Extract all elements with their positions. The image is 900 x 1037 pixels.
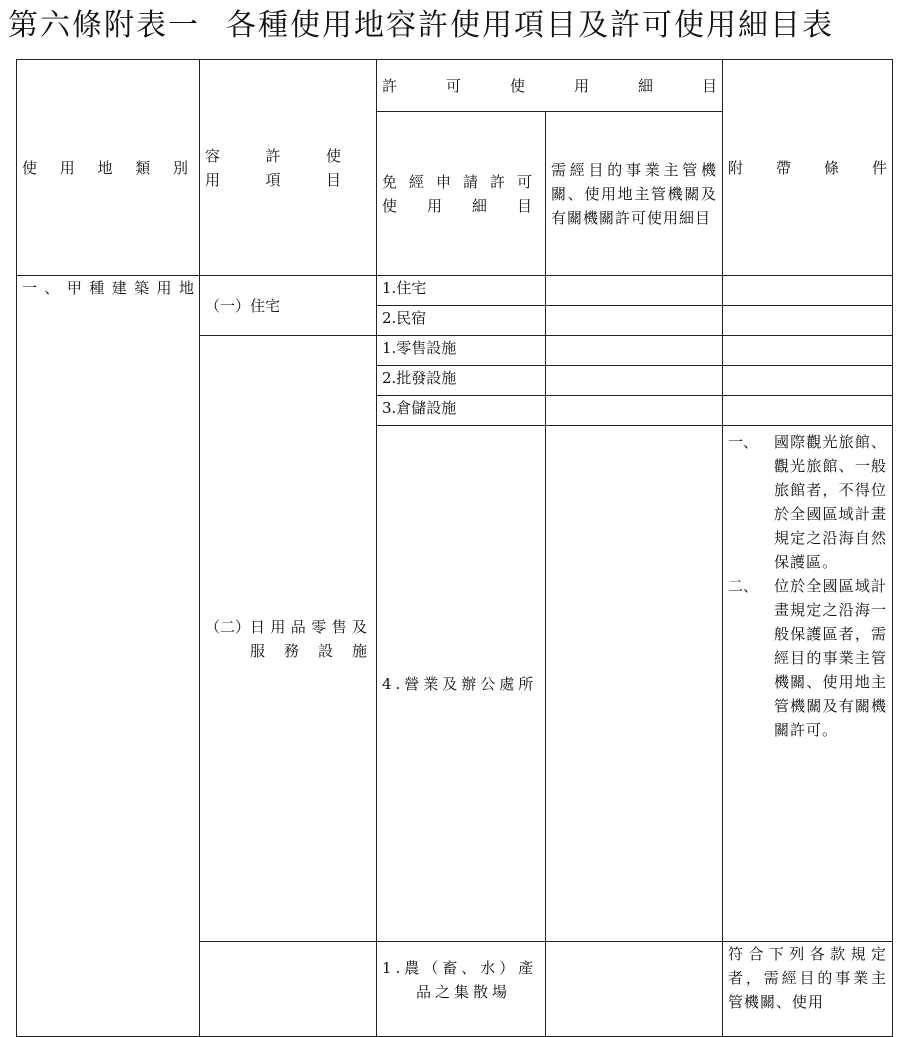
- document-title: [8, 6, 834, 46]
- approval-cell: [546, 366, 723, 396]
- header-conditions: 附帶條件: [723, 60, 893, 276]
- condition-cell: 符合下列各款規定者，需經目的事業主管機關、使用: [723, 942, 893, 1037]
- condition-cell: [723, 276, 893, 306]
- detail-cell: 1.住宅: [377, 276, 546, 306]
- land-type-cell: 一、甲種建築用地: [17, 276, 200, 1037]
- title-part-1: 第六條附表一: [8, 8, 200, 43]
- condition-cell: [723, 366, 893, 396]
- detail-cell: 3.倉儲設施: [377, 396, 546, 426]
- condition-list: [728, 430, 887, 742]
- condition-item: 二、 位於全國區域計畫規定之沿海一般保護區者，需經目的事業主管機關、使用地主管機關及有關機關許可。: [728, 577, 888, 739]
- detail-cell: 4.營業及辦公處所: [377, 426, 546, 942]
- item-cell-next: [200, 942, 377, 1037]
- header-approval-detail: 需經目的事業主管機關、使用地主管機關及有關機關許可使用細目: [546, 112, 723, 276]
- detail-cell: 1.零售設施: [377, 336, 546, 366]
- condition-cell: [723, 426, 893, 942]
- detail-cell: 2.批發設施: [377, 366, 546, 396]
- detail-cell: 2.民宿: [377, 306, 546, 336]
- title-part-2: 各種使用地容許使用項目及許可使用細目表: [226, 8, 834, 43]
- approval-cell: [546, 276, 723, 306]
- approval-cell: [546, 396, 723, 426]
- item-cell-retail: （二） 日用品零售及服務設施: [200, 336, 377, 942]
- table-row: [17, 276, 893, 306]
- approval-cell: [546, 336, 723, 366]
- header-permitted-item: 容許使用項目: [200, 60, 377, 276]
- header-permitted-detail: 許可使用細目: [377, 60, 723, 112]
- detail-cell: 1.農（畜、水）產品之集散場: [377, 942, 546, 1037]
- approval-cell: [546, 306, 723, 336]
- condition-item: 一、 國際觀光旅館、觀光旅館、一般旅館者，不得位於全國區域計畫規定之沿海自然保護區。: [728, 433, 888, 571]
- condition-cell: [723, 306, 893, 336]
- approval-cell: [546, 426, 723, 942]
- header-exempt-detail: 免經申請許可使用細目: [377, 112, 546, 276]
- header-land-type: 使用地類別: [17, 60, 200, 276]
- approval-cell: [546, 942, 723, 1037]
- item-cell-residential: （一）住宅: [200, 276, 377, 336]
- condition-cell: [723, 336, 893, 366]
- land-use-table: [16, 59, 893, 1037]
- header-row-1: [17, 60, 893, 112]
- condition-cell: [723, 396, 893, 426]
